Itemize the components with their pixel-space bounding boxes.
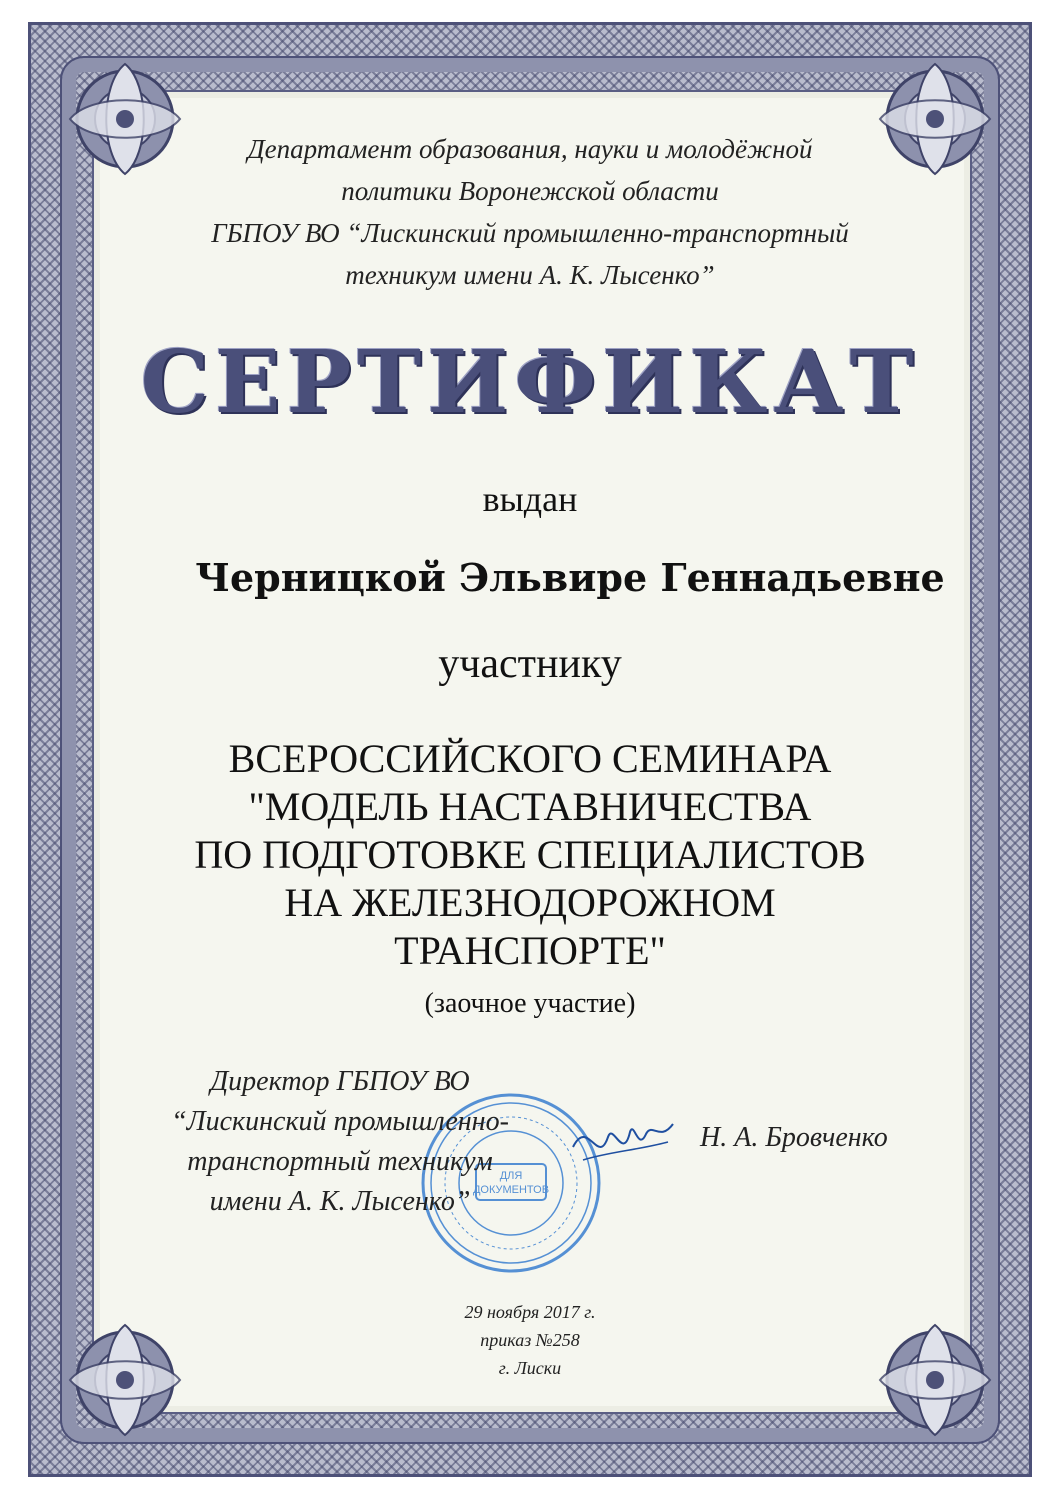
header-line-3: ГБПОУ ВО “Лискинский промышленно-транспортный [211,218,849,248]
handwritten-signature [568,1112,678,1172]
event-title-line-1: ВСЕРОССИЙСКОГО СЕМИНАРА [228,736,832,781]
event-title-line-4: НА ЖЕЛЕЗНОДОРОЖНОМ [284,880,776,925]
director-line-1: Директор ГБПОУ ВО [210,1066,470,1097]
issued-label: выдан [482,479,578,519]
stamp-text-2: ДОКУМЕНТОВ [472,1184,550,1196]
recipient-name: Черницкой Эльвире Геннадьевне [195,555,945,600]
stamp-text-1: ДЛЯ [499,1170,523,1182]
event-title-line-5: ТРАНСПОРТЕ" [394,928,666,973]
event-title-line-3: ПО ПОДГОТОВКЕ СПЕЦИАЛИСТОВ [194,832,866,877]
issue-date: 29 ноября 2017 г. [464,1302,596,1322]
certificate-title: СЕРТИФИКАТ [140,332,920,433]
director-line-2: “Лискинский промышленно- [171,1106,509,1137]
header-line-2: политики Воронежской области [341,176,719,206]
header-line-1: Департамент образования, науки и молодёжной [247,134,813,164]
recipient-role: участнику [438,641,622,687]
director-title [150,1062,530,1222]
signer-name: Н. А. Бровченко [700,1122,888,1153]
participation-note: (заочное участие) [424,988,636,1019]
event-title-line-2: "МОДЕЛЬ НАСТАВНИЧЕСТВА [248,784,812,829]
header-line-4: техникум имени А. К. Лысенко” [345,260,715,290]
director-line-3: транспортный техникум [187,1146,493,1177]
director-line-4: имени А. К. Лысенко” [209,1186,471,1217]
issue-city: г. Лиски [498,1358,562,1378]
order-number: приказ №258 [480,1330,580,1350]
